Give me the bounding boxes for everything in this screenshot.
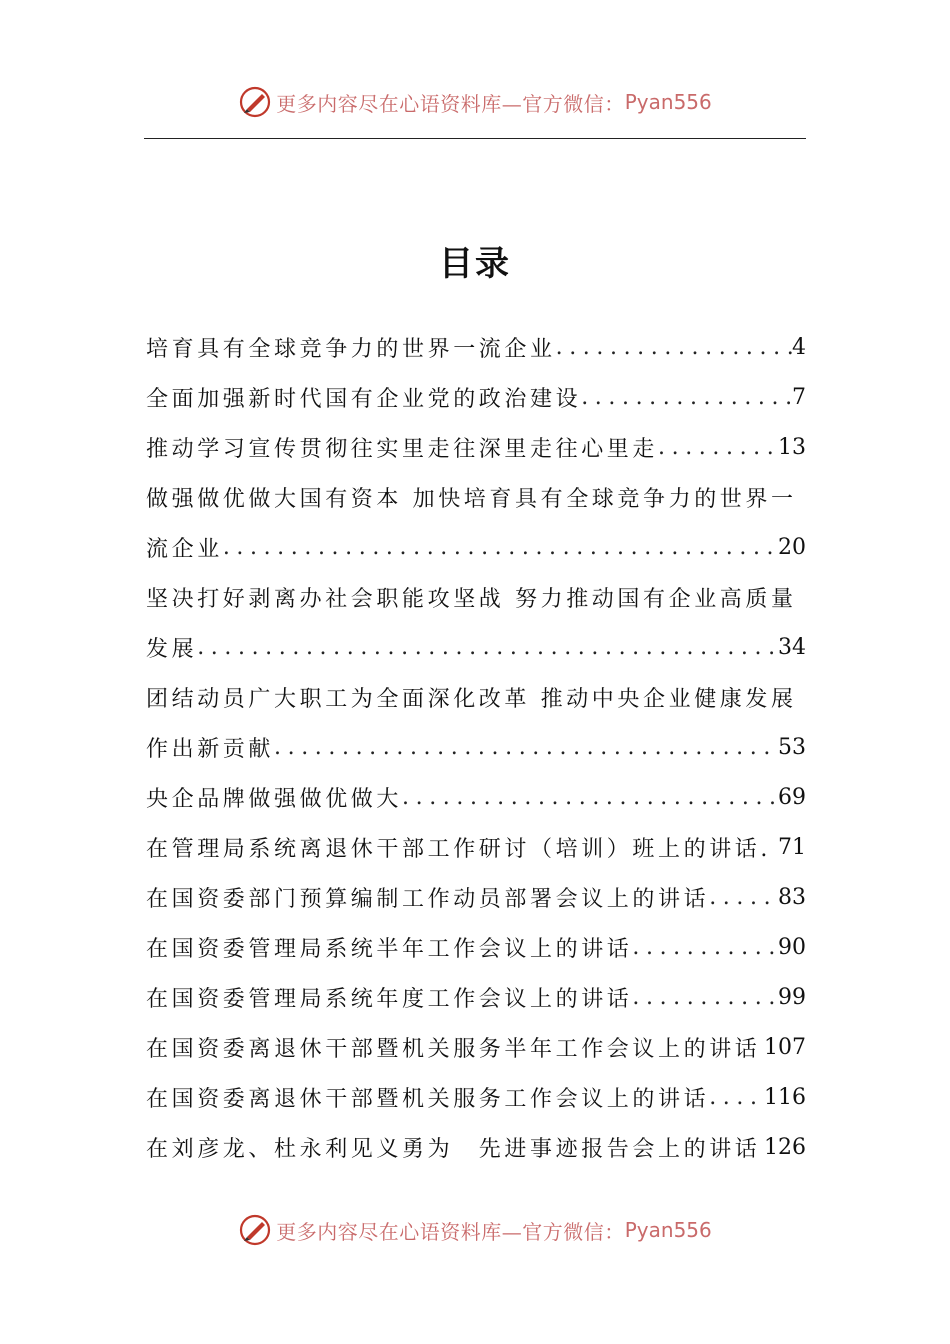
toc-entry[interactable] xyxy=(146,972,806,1022)
toc-leader-dots xyxy=(632,935,778,960)
toc-entry-page: 90 xyxy=(778,934,806,960)
toc-entry-line1[interactable] xyxy=(146,572,806,622)
toc-entry-title: 团结动员广大职工为全面深化改革 推动中央企业健康发展 xyxy=(146,686,797,712)
toc-entry-page: 126 xyxy=(764,1134,806,1160)
toc-leader-dots xyxy=(223,535,778,560)
toc-entry-page: 83 xyxy=(778,884,806,910)
toc-entry-title: 在国资委离退休干部暨机关服务半年工作会议上的讲话 xyxy=(146,1036,761,1062)
toc-entry-line1[interactable] xyxy=(146,472,806,522)
toc-entry-title: 在国资委部门预算编制工作动员部署会议上的讲话 xyxy=(146,886,710,912)
toc-entry-title: 在国资委管理局系统年度工作会议上的讲话 xyxy=(146,986,633,1012)
toc-entry-title: 坚决打好剥离办社会职能攻坚战 努力推动国有企业高质量 xyxy=(146,586,797,612)
toc-entry[interactable] xyxy=(146,822,806,872)
toc-leader-dots xyxy=(197,635,778,660)
toc-entry-page: 107 xyxy=(764,1034,806,1060)
toc-entry[interactable] xyxy=(146,422,806,472)
header-banner xyxy=(0,82,950,122)
toc-entry-title-cont: 发展 xyxy=(146,636,198,662)
pen-circle-logo-icon xyxy=(238,1213,272,1247)
toc-entry[interactable] xyxy=(146,772,806,822)
toc-entry-page: 99 xyxy=(778,984,806,1010)
toc-entry-title: 培育具有全球竞争力的世界一流企业 xyxy=(146,336,556,362)
toc-entry-line1[interactable] xyxy=(146,672,806,722)
footer-banner xyxy=(0,1210,950,1250)
toc-entry-page: 20 xyxy=(778,534,806,560)
toc-entry-line2[interactable] xyxy=(146,722,806,772)
page-title: 目录 xyxy=(439,244,511,284)
header-banner-text: 更多内容尽在心语资料库—官方微信： xyxy=(276,91,625,116)
toc-leader-dots xyxy=(402,785,778,810)
toc-entry[interactable] xyxy=(146,372,806,422)
toc-entry[interactable] xyxy=(146,872,806,922)
toc-entry-page: 34 xyxy=(778,634,806,660)
toc-leader-dots xyxy=(581,385,792,410)
toc-entry-page: 7 xyxy=(792,384,806,410)
toc-leader-dots xyxy=(709,1085,764,1110)
toc-entry[interactable] xyxy=(146,922,806,972)
pen-circle-logo-icon xyxy=(238,85,272,119)
toc-leader-dots xyxy=(274,735,778,760)
toc-entry-title-cont: 流企业 xyxy=(146,536,223,562)
toc-leader-dots xyxy=(709,885,778,910)
header-wechat-id: Pyan556 xyxy=(624,90,712,114)
toc-entry-page: 53 xyxy=(778,734,806,760)
toc-leader-dots xyxy=(556,335,792,360)
toc-entry-page: 116 xyxy=(764,1084,806,1110)
toc-entry-title: 全面加强新时代国有企业党的政治建设 xyxy=(146,386,582,412)
toc-entry-title: 央企品牌做强做优做大 xyxy=(146,786,403,812)
toc-entry-line2[interactable] xyxy=(146,622,806,672)
footer-banner-text: 更多内容尽在心语资料库—官方微信： xyxy=(276,1219,625,1244)
toc-entry-title-cont: 作出新贡献 xyxy=(146,736,275,762)
toc-entry-title: 做强做优做大国有资本 加快培育具有全球竞争力的世界一 xyxy=(146,486,797,512)
toc-entry-title: 推动学习宣传贯彻往实里走往深里走往心里走 xyxy=(146,436,659,462)
toc-entry-page: 69 xyxy=(778,784,806,810)
toc-entry-line2[interactable] xyxy=(146,522,806,572)
toc-entry-page: 13 xyxy=(778,434,806,460)
toc-entry-page: 71 xyxy=(778,834,806,860)
toc-entry[interactable] xyxy=(146,1122,806,1172)
toc-leader-dots xyxy=(658,435,778,460)
toc-entry-title: 在刘彦龙、杜永利见义勇为 先进事迹报告会上的讲话 xyxy=(146,1136,761,1162)
toc-entry-title: 在管理局系统离退休干部工作研讨（培训）班上的讲话. xyxy=(146,836,771,862)
toc-entry[interactable] xyxy=(146,322,806,372)
header-divider xyxy=(144,138,806,139)
toc-leader-dots xyxy=(632,985,778,1010)
toc-entry-title: 在国资委管理局系统半年工作会议上的讲话 xyxy=(146,936,633,962)
toc-entry[interactable] xyxy=(146,1022,806,1072)
toc-entry[interactable] xyxy=(146,1072,806,1122)
toc-entry-title: 在国资委离退休干部暨机关服务工作会议上的讲话 xyxy=(146,1086,710,1112)
table-of-contents xyxy=(146,322,806,1172)
toc-entry-page: 4 xyxy=(792,334,806,360)
footer-wechat-id: Pyan556 xyxy=(624,1218,712,1242)
